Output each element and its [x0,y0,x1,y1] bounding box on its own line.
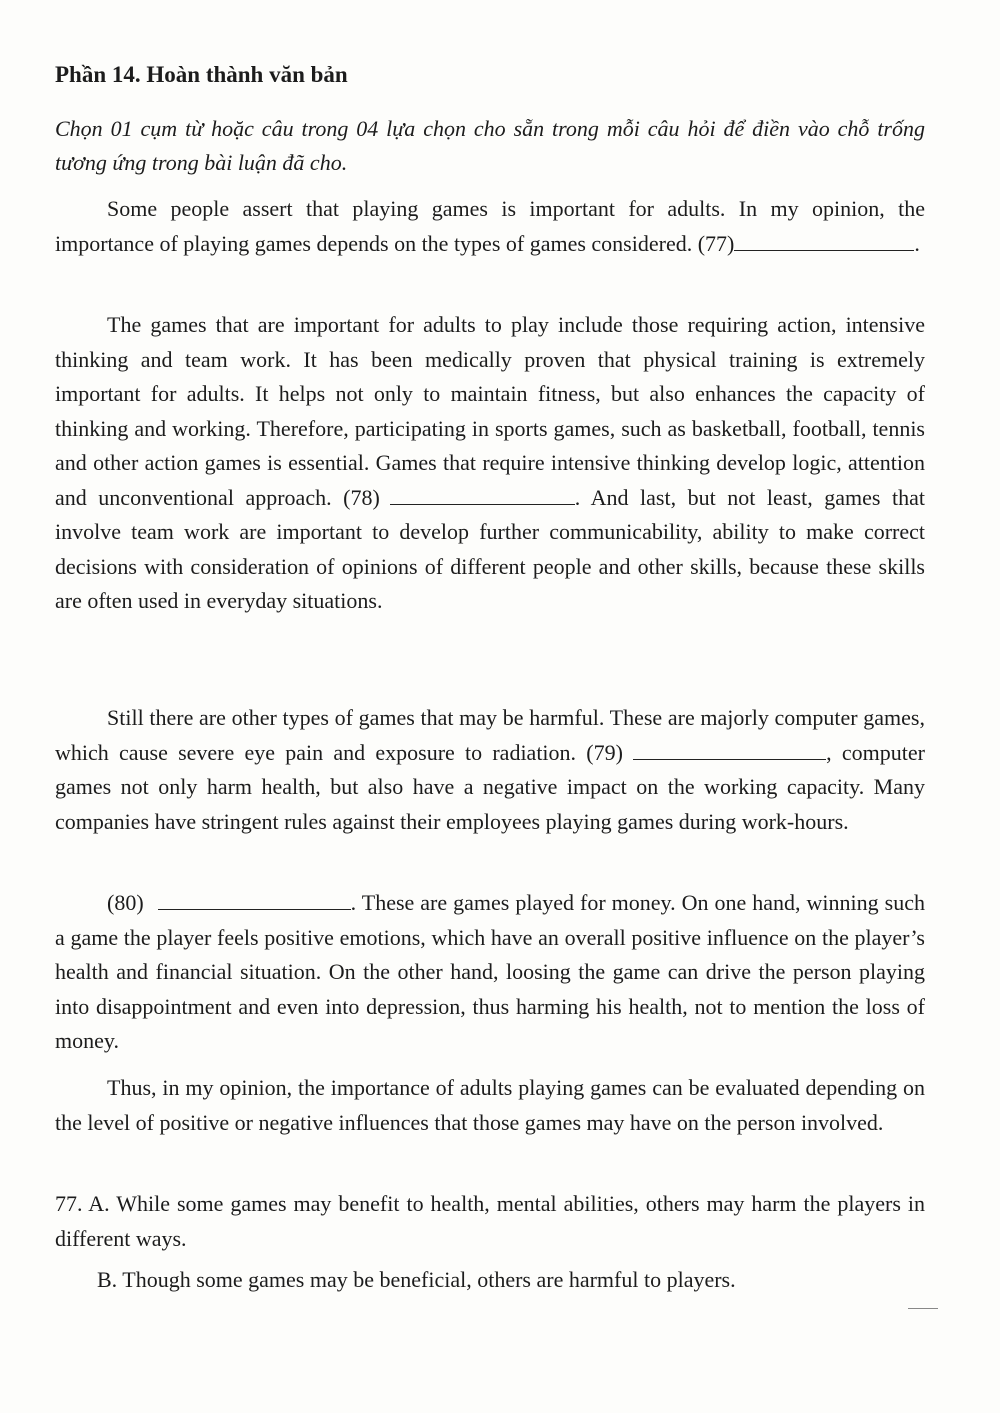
paragraph-3 [55,701,925,839]
paragraph-5: Thus, in my opinion, the importance of adults playing games can be evaluated depending on the level of positive or negative influences that those games may have on the person involved. [55,1075,925,1135]
instruction-text: Chọn 01 cụm từ hoặc câu trong 04 lựa chọn cho sẵn trong mỗi câu hỏi để điền vào chỗ trống tương ứng trong bài luận đã cho. [55,116,925,175]
blank-77[interactable] [734,232,914,251]
blank-79[interactable] [633,741,826,760]
blank-80[interactable] [158,891,351,910]
paragraph-2-text: The games that are important for adults to play include those requiring action, intensive thinking and team work. It has been medically proven that physical training is extremely important for adults. It helps not only to maintain fitness, but also enhances the capacity of thinking and working. Therefore, participating in sports games, such as basketball, football, tennis and other action games is essential. Games that require intensive thinking develop logic, attention and unconventional approach. (78) [55,312,925,510]
question-77-option-a: 77. A. While some games may benefit to health, mental abilities, others may harm the players in different ways. [55,1191,925,1251]
paragraph-2 [55,308,925,619]
section-title: Phần 14. Hoàn thành văn bản [55,62,348,87]
page-edge-mark [908,1308,938,1309]
paragraph-2-end: . And last, but not least, games that involve team work are important to develop further communicability, ability to make correct decisions with consideration of opinions of different people and other skills, because these skills are often used in everyday situations. [55,484,925,613]
paragraph-1-end: . [914,230,920,256]
paragraph-4-start: (80) [107,890,144,915]
paragraph-1-text: Some people assert that playing games is important for adults. In my opinion, the importance of playing games depends on the types of games considered. (77) [55,196,925,256]
question-77-option-b: B. Though some games may be beneficial, others are harmful to players. [97,1267,736,1292]
blank-78[interactable] [390,486,575,505]
paragraph-4-end: . These are games played for money. On one hand, winning such a game the player feels positive emotions, which have an overall positive influence on the player’s health and financial situation. On the other hand, loosing the game can drive the person playing into disappointment and even into depression, thus harming his health, not to mention the loss of money. [55,890,925,1053]
paragraph-3-text: Still there are other types of games that may be harmful. These are majorly computer games, which cause severe eye pain and exposure to radiation. (79) [55,705,925,765]
paragraph-1 [55,192,925,261]
paragraph-4 [55,886,925,1059]
paragraph-3-end: , computer games not only harm health, but also have a negative impact on the working capacity. Many companies have stringent rules against their employees playing games during work-hours. [55,739,925,834]
